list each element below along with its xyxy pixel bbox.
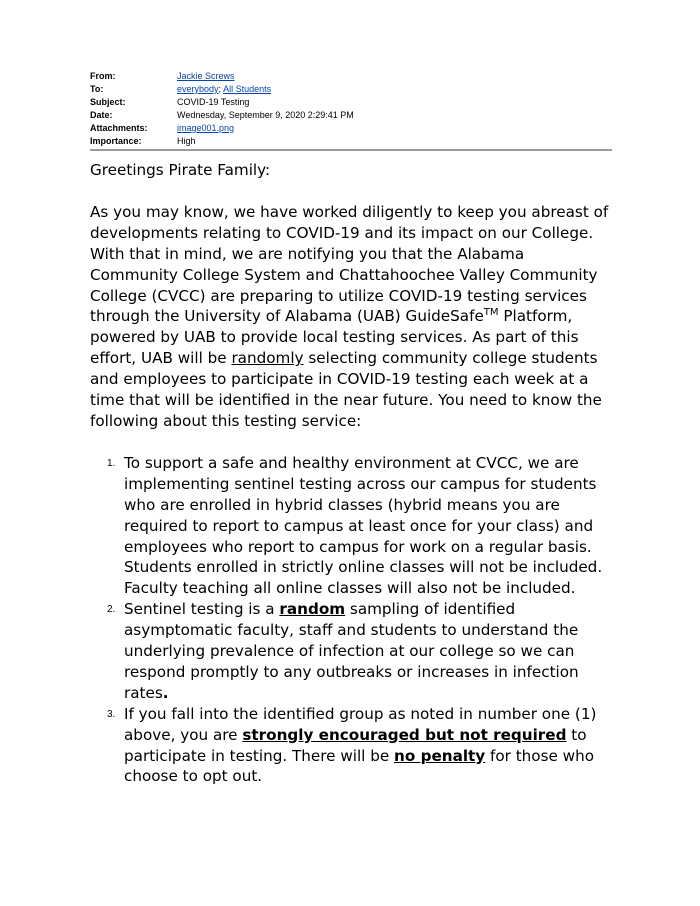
list-number: 3. [107, 708, 116, 720]
list-item [90, 599, 610, 704]
from-label: From: [90, 71, 116, 81]
list-number: 2. [107, 604, 116, 616]
email-header [90, 70, 612, 148]
from-row [90, 70, 354, 83]
trademark-superscript: TM [483, 307, 499, 319]
importance-row [90, 135, 354, 148]
intro-text-2: Platform, powered by UAB to provide local testing services. As part of this effort, UAB will be [90, 307, 579, 368]
list-item [90, 453, 610, 599]
date-value: Wednesday, September 9, 2020 2:29:41 PM [177, 110, 354, 120]
list-item-text: sampling of identified asymptomatic faculty, staff and students to understand the underlying prevalence of infection at our college so we can respond promptly to any outbreaks or increases in infection rates [124, 600, 579, 702]
list-item [90, 704, 610, 788]
randomly-underlined: randomly [231, 349, 304, 368]
date-label: Date: [90, 110, 113, 120]
to-separator: ; [218, 84, 222, 94]
intro-paragraph [90, 202, 610, 432]
list-item-text: for those who choose to opt out. [124, 746, 595, 786]
to-row [90, 83, 354, 96]
list-item-text: Sentinel testing is a [124, 600, 280, 619]
subject-value: COVID-19 Testing [177, 97, 250, 107]
bold-period: . [162, 683, 169, 702]
list-item-text: to participate in testing. There will be [124, 725, 587, 765]
header-divider [90, 149, 612, 151]
to-label: To: [90, 84, 104, 94]
intro-text-3: selecting community college students and employees to participate in COVID-19 testing each week at a time that will be identified in the near future. You need to know the following about this testing service: [90, 349, 602, 430]
no-penalty-emphasis: no penalty [394, 746, 486, 765]
subject-label: Subject: [90, 97, 126, 107]
email-header-table [90, 70, 354, 148]
to-link-all-students[interactable]: All Students [223, 84, 272, 94]
random-emphasis: random [279, 600, 346, 619]
strongly-encouraged-emphasis: strongly encouraged but not required [242, 725, 567, 744]
to-link-everybody[interactable]: everybody [177, 84, 219, 94]
attachments-label: Attachments: [90, 123, 148, 133]
list-item-text: If you fall into the identified group as noted in number one (1) above, you are [124, 704, 597, 744]
greeting: Greetings Pirate Family: [90, 161, 271, 179]
subject-row [90, 96, 354, 109]
importance-value: High [177, 136, 196, 146]
attachment-link[interactable]: image001.png [177, 123, 235, 133]
intro-text-1: As you may know, we have worked diligently to keep you abreast of developments relating to COVID-19 and its impact on our College. With that in mind, we are notifying you that the Alabama Community College System and Chattahoochee Valley Community College (CVCC) are preparing to utilize COVID-19 testing services through the University of Alabama (UAB) GuideSafe [90, 202, 609, 326]
importance-label: Importance: [90, 136, 142, 146]
list-number: 1. [107, 457, 116, 469]
list-item-text: To support a safe and healthy environment at CVCC, we are implementing sentinel testing across our campus for students who are enrolled in hybrid classes (hybrid means you are required to report to campus at least once for your class) and employees who report to campus for work on a regular basis. Students enrolled in strictly online classes will not be included. Faculty teaching all online classes will also not be included. [124, 453, 603, 598]
email-body [90, 160, 610, 787]
date-row [90, 109, 354, 122]
testing-info-list [90, 453, 610, 788]
from-link[interactable]: Jackie Screws [177, 71, 235, 81]
attachments-row [90, 122, 354, 135]
